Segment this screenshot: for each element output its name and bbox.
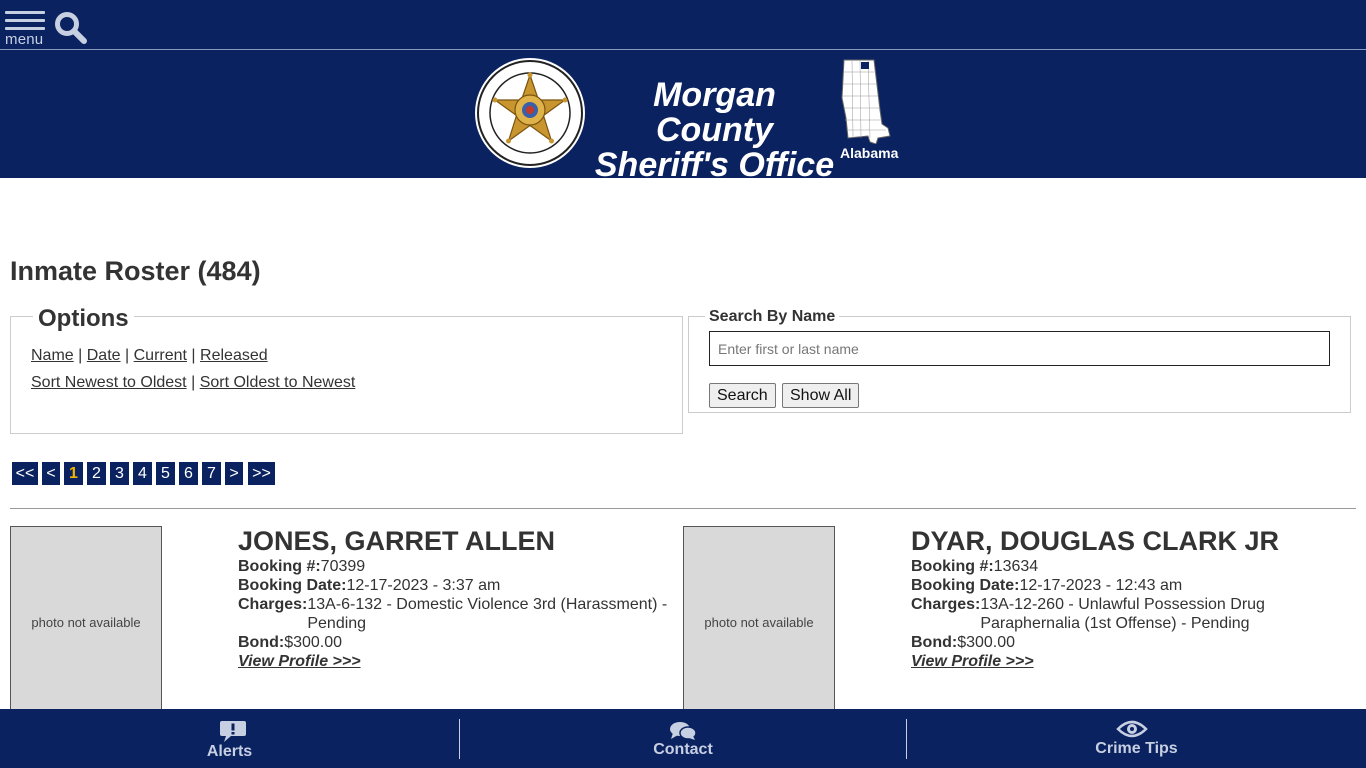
page-7-button[interactable]: 7 [202, 462, 221, 485]
charges-value: 13A-6-132 - Domestic Violence 3rd (Harassment) - Pending [307, 596, 668, 632]
menu-button[interactable] [4, 10, 48, 48]
state-label: Alabama [840, 145, 899, 161]
page-next-button[interactable]: > [225, 462, 243, 485]
booking-number-label: Booking #: [911, 558, 994, 575]
filter-name-link[interactable]: Name [31, 347, 74, 364]
booking-date-value: 12-17-2023 - 3:37 am [346, 577, 501, 594]
top-bar [0, 0, 1366, 50]
page-1-button[interactable]: 1 [64, 462, 83, 485]
booking-date-row [911, 576, 1341, 595]
photo-placeholder-text: photo not available [31, 614, 141, 630]
inmate-info [238, 526, 678, 671]
charges-value: 13A-12-260 - Unlawful Possession Drug Paraphernalia (1st Offense) - Pending [980, 596, 1265, 632]
booking-number-label: Booking #: [238, 558, 321, 575]
page-3-button[interactable]: 3 [110, 462, 129, 485]
booking-date-row [238, 576, 678, 595]
sort-newest-link[interactable]: Sort Newest to Oldest [31, 374, 187, 391]
booking-number-value: 13634 [993, 558, 1039, 575]
charges-label: Charges: [911, 596, 981, 613]
booking-number-value: 70399 [320, 558, 366, 575]
charges-label: Charges: [238, 596, 308, 613]
sort-oldest-link[interactable]: Sort Oldest to Newest [199, 374, 356, 391]
alabama-map-icon [840, 58, 898, 144]
link-separator: | [78, 347, 83, 364]
alerts-label: Alerts [206, 743, 253, 760]
booking-number-row [911, 557, 1341, 576]
page-title: Inmate Roster (484) [10, 256, 261, 286]
alerts-button[interactable] [0, 709, 459, 768]
filter-date-link[interactable]: Date [86, 347, 121, 364]
page-last-button[interactable]: >> [248, 462, 275, 485]
site-banner [0, 50, 1366, 184]
bond-label: Bond: [911, 634, 958, 651]
site-title-line2: Sheriff's Office [594, 146, 835, 184]
name-search-input[interactable] [709, 331, 1330, 366]
sheriff-seal-logo[interactable] [474, 57, 586, 169]
site-title[interactable] [592, 78, 837, 183]
inmate-info [911, 526, 1341, 671]
hamburger-icon-bar [5, 27, 45, 30]
chat-bubbles-icon [669, 721, 697, 741]
booking-date-label: Booking Date: [911, 577, 1020, 594]
inmate-name: DYAR, DOUGLAS CLARK JR [911, 526, 1280, 556]
link-separator: | [125, 347, 130, 364]
contact-button[interactable] [460, 709, 906, 768]
crime-tips-label: Crime Tips [1095, 740, 1178, 757]
view-profile-link[interactable]: View Profile >>> [238, 653, 361, 670]
page-5-button[interactable]: 5 [156, 462, 175, 485]
page-2-button[interactable]: 2 [87, 462, 106, 485]
bond-label: Bond: [238, 634, 285, 651]
bond-row [911, 633, 1341, 652]
alert-bubble-icon [219, 719, 247, 743]
search-button[interactable]: Search [709, 383, 776, 408]
hamburger-icon-bar [5, 19, 45, 22]
sort-links [31, 374, 355, 392]
section-divider [10, 508, 1356, 509]
bond-value: $300.00 [284, 634, 343, 651]
view-profile-link[interactable]: View Profile >>> [911, 653, 1034, 670]
search-panel [688, 308, 1351, 413]
link-separator: | [191, 347, 196, 364]
inmate-name: JONES, GARRET ALLEN [238, 526, 556, 556]
options-legend: Options [33, 305, 134, 333]
show-all-button[interactable]: Show All [782, 383, 859, 408]
link-separator: | [191, 374, 196, 391]
inmate-photo-placeholder[interactable] [10, 526, 162, 718]
hamburger-icon [5, 11, 45, 14]
booking-date-label: Booking Date: [238, 577, 347, 594]
filter-links [31, 347, 268, 365]
site-title-line1: Morgan County [653, 76, 776, 149]
eye-icon [1116, 719, 1148, 739]
bond-value: $300.00 [957, 634, 1016, 651]
booking-number-row [238, 557, 678, 576]
photo-placeholder-text: photo not available [704, 614, 814, 630]
page-4-button[interactable]: 4 [133, 462, 152, 485]
page-prev-button[interactable]: < [42, 462, 60, 485]
charges-row [238, 595, 678, 633]
booking-date-value: 12-17-2023 - 12:43 am [1019, 577, 1183, 594]
crime-tips-button[interactable] [907, 709, 1366, 768]
inmate-photo-placeholder[interactable] [683, 526, 835, 718]
bottom-nav [0, 709, 1366, 768]
filter-current-link[interactable]: Current [133, 347, 187, 364]
filter-released-link[interactable]: Released [200, 347, 268, 364]
page-6-button[interactable]: 6 [179, 462, 198, 485]
search-legend: Search By Name [705, 308, 839, 326]
options-panel [10, 305, 683, 434]
charges-row [911, 595, 1341, 633]
menu-label: menu [5, 31, 44, 48]
contact-label: Contact [653, 741, 713, 758]
page-first-button[interactable]: << [12, 462, 38, 485]
search-icon[interactable] [54, 11, 88, 45]
bond-row [238, 633, 678, 652]
